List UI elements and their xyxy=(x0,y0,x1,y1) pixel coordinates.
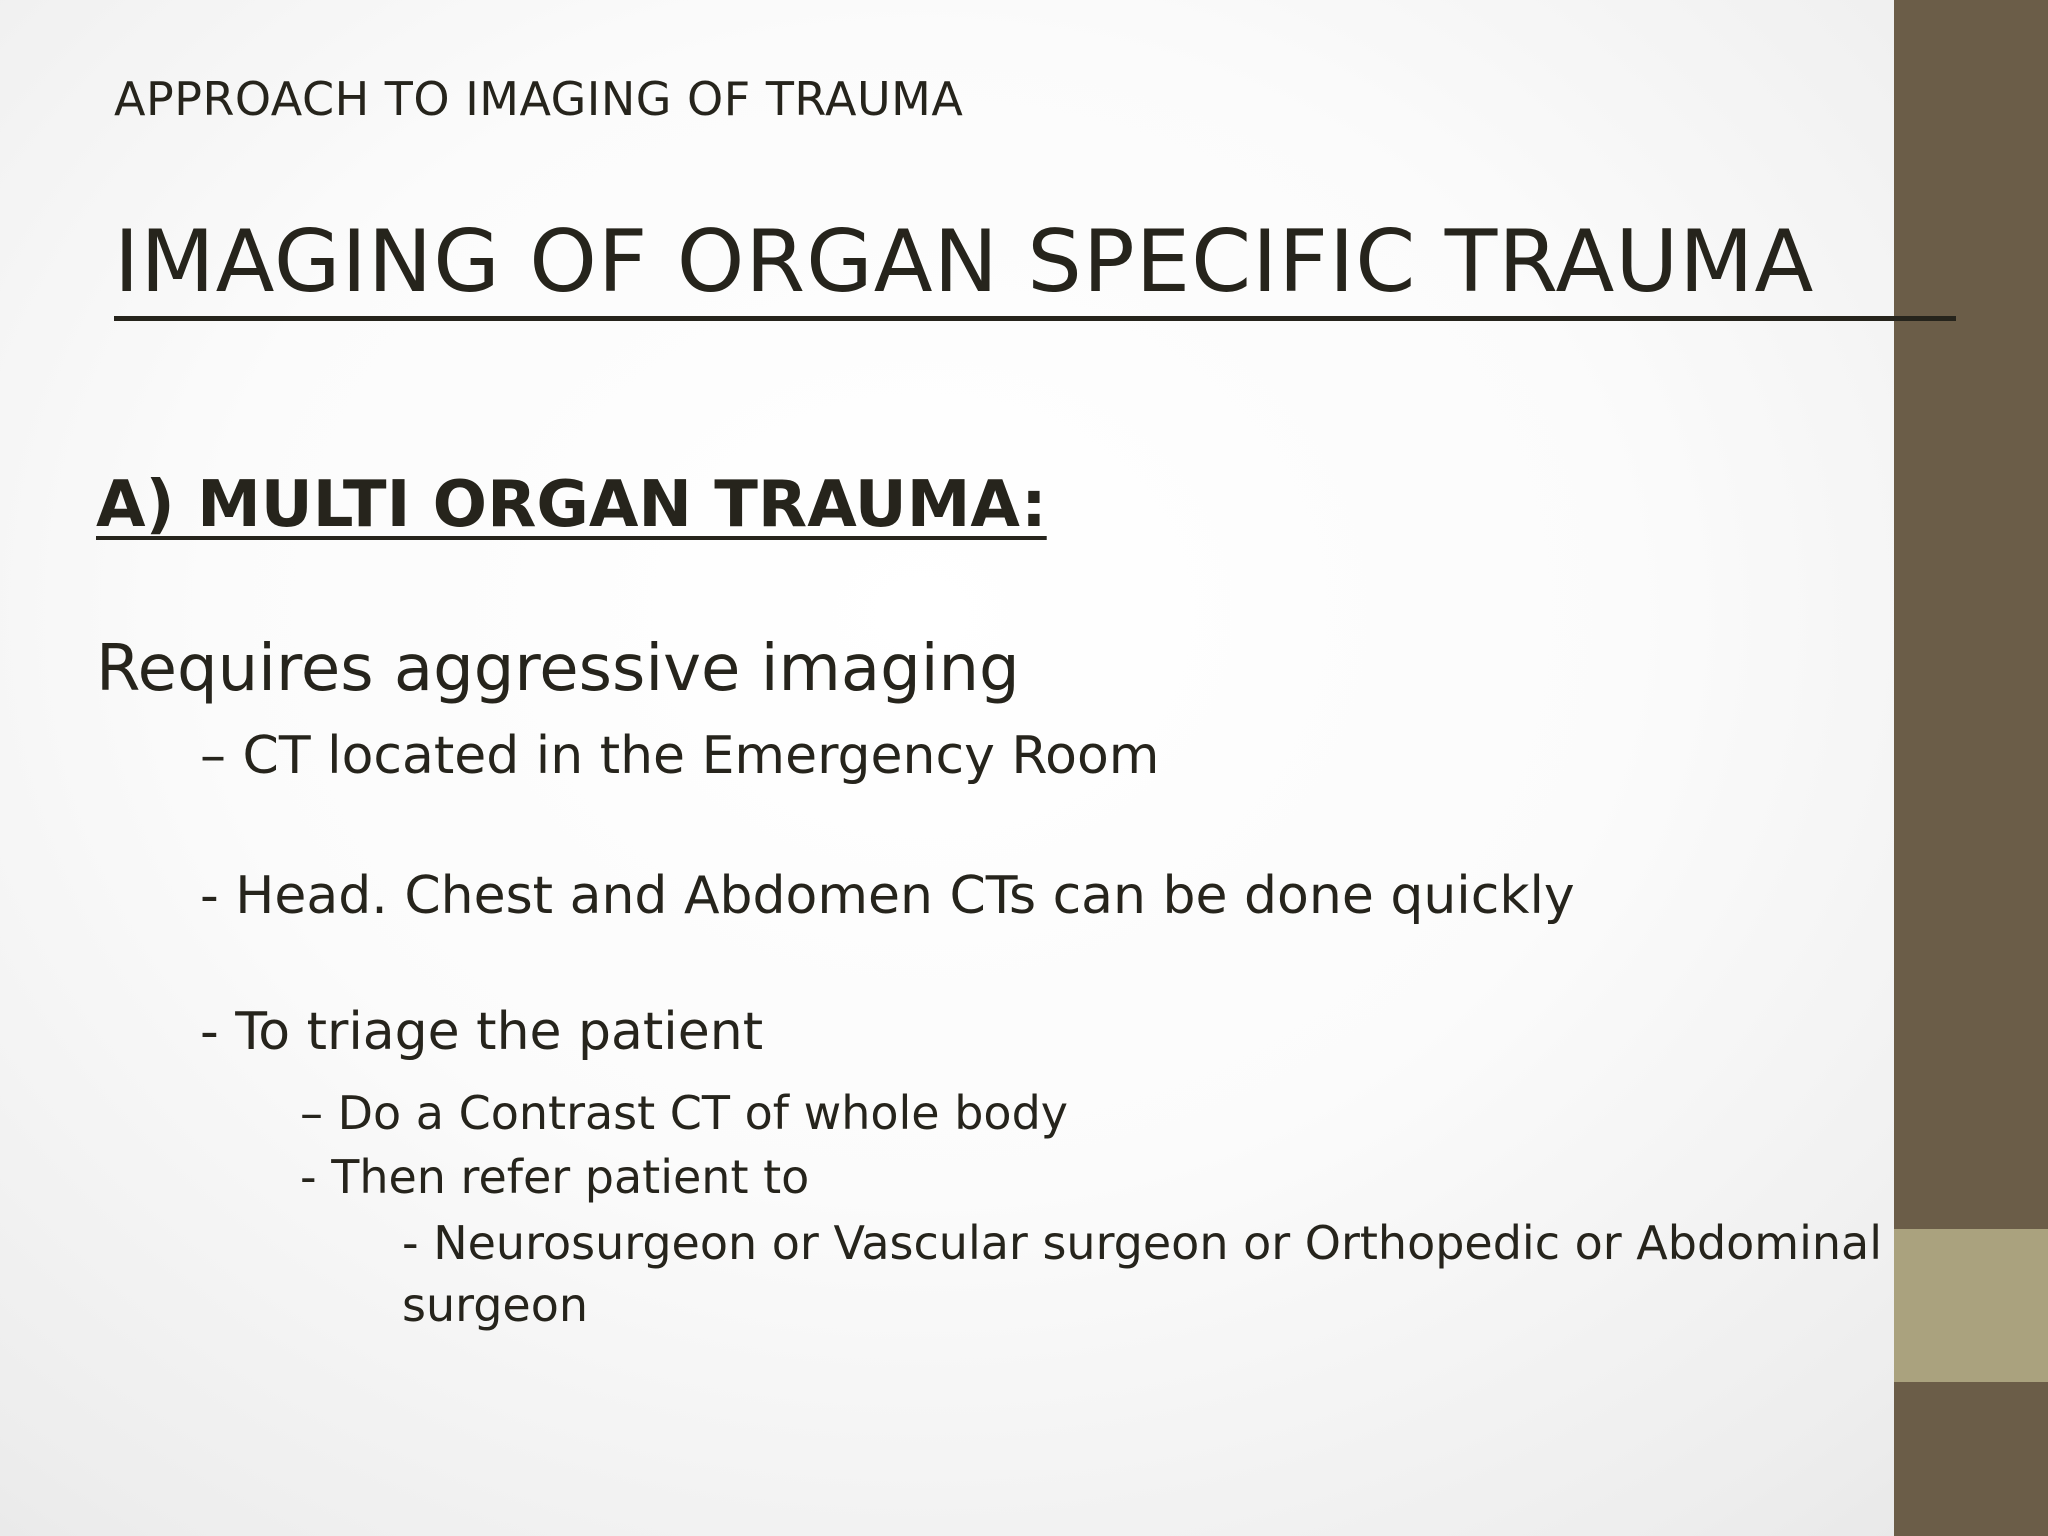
sub-bullet-contrast-ct: – Do a Contrast CT of whole body xyxy=(300,1086,1068,1140)
bullet-head-chest-abdomen: - Head. Chest and Abdomen CTs can be done quickly xyxy=(200,866,1575,926)
bullet-triage: - To triage the patient xyxy=(200,1002,764,1062)
slide-title: IMAGING OF ORGAN SPECIFIC TRAUMA xyxy=(114,212,1956,321)
body-text-line: Requires aggressive imaging xyxy=(96,632,1020,706)
slide-header: APPROACH TO IMAGING OF TRAUMA xyxy=(114,72,964,126)
section-heading: A) MULTI ORGAN TRAUMA: xyxy=(96,468,1047,542)
sub-sub-bullet-surgeons: - Neurosurgeon or Vascular surgeon or Orthopedic or Abdominal surgeon xyxy=(402,1216,1883,1332)
bullet-ct-er: – CT located in the Emergency Room xyxy=(200,726,1160,786)
sub-bullet-refer: - Then refer patient to xyxy=(300,1150,810,1204)
